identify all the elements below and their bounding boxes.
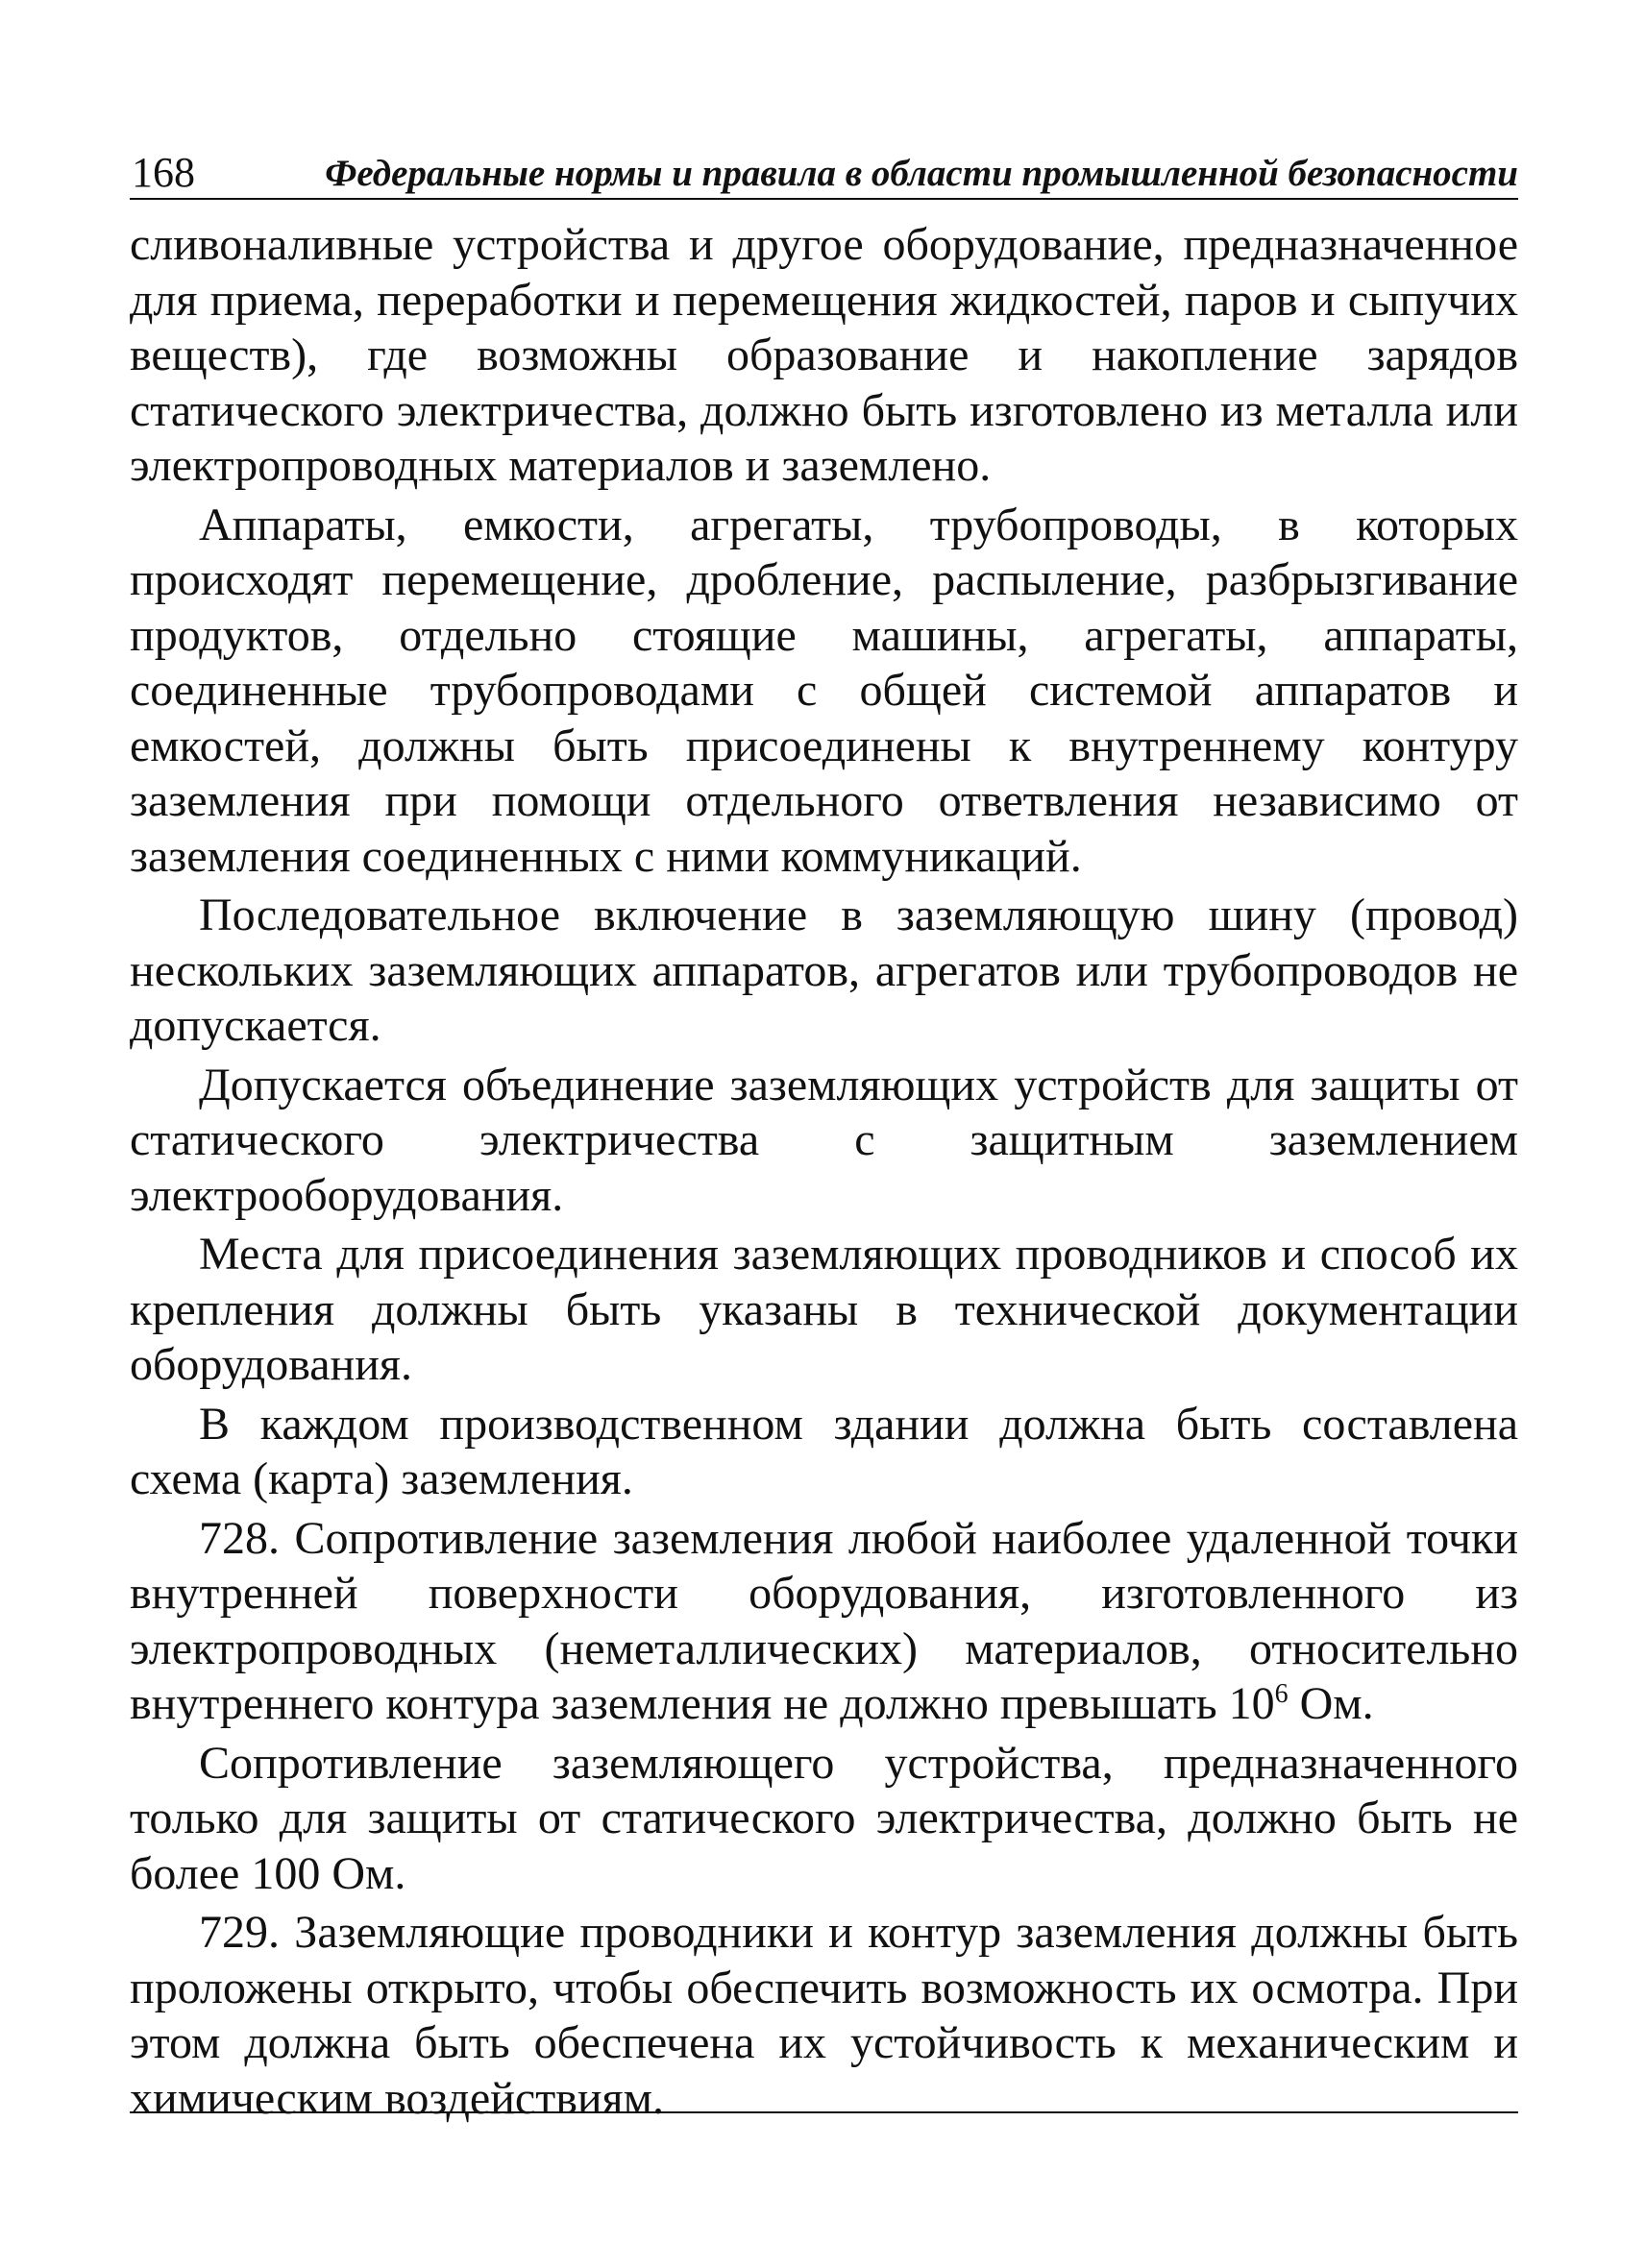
running-title: Федеральные нормы и правила в области промышленной безопасности — [325, 153, 1518, 194]
clause-728-tail: Ом. — [1288, 1678, 1374, 1729]
paragraph-series-connection: Последовательное включение в заземляющую шину (провод) нескольких заземляющих аппаратов, агрегатов или трубопроводов не допускается. — [130, 890, 1518, 1051]
paragraph-apparatus-grounding: Аппараты, емкости, агрегаты, трубопроводы, в которых происходят перемещение, дробление, распыление, разбрызгивание продуктов, отдельно стоящие машины, агрегаты, аппараты, соединенные трубопроводами с общей системой аппаратов и емкостей, должны быть присоединены к внутреннему контуру заземления при помощи отдельного ответвления независимо от заземления соединенных с ними коммуникаций. — [130, 499, 1518, 882]
paragraph-continuation: сливоналивные устройства и другое оборудование, предназначенное для приема, переработки и перемещения жидкостей, паров и сыпучих веществ), где возможны образование и накопление зарядов статического электричества, должно быть изготовлено из металла или электропроводных материалов и заземлено. — [130, 219, 1518, 491]
paragraph-clause-729: 729. Заземляющие проводники и контур заземления должны быть проложены открыто, чтобы обеспечить возможность их осмотра. При этом должна быть обеспечена их устойчивость к механическим и химическим воздействиям. — [130, 1907, 1518, 2124]
page-number: 168 — [132, 149, 195, 196]
paragraph-clause-728 — [130, 1511, 1518, 1732]
running-header — [130, 144, 1518, 200]
paragraph-connection-points: Места для присоединения заземляющих проводников и способ их крепления должны быть указаны в технической документации оборудования. — [130, 1229, 1518, 1390]
bottom-divider — [130, 2111, 1518, 2113]
clause-728-text: 728. Сопротивление заземления любой наиболее удаленной точки внутренней поверхности оборудования, изготовленного из электропроводных (неметаллических) материалов, относительно внутреннего контура заземления не должно превышать 10 — [130, 1512, 1518, 1729]
exponent: 6 — [1274, 1679, 1289, 1709]
body-text — [130, 217, 1518, 2130]
paragraph-combined-grounding: Допускается объединение заземляющих устройств для защиты от статического электричества с защитным заземлением электрооборудования. — [130, 1059, 1518, 1221]
paragraph-grounding-map: В каждом производственном здании должна быть составлена схема (карта) заземления. — [130, 1398, 1518, 1504]
paragraph-resistance-limit: Сопротивление заземляющего устройства, предназначенного только для защиты от статического электричества, должно быть не более 100 Ом. — [130, 1737, 1518, 1899]
